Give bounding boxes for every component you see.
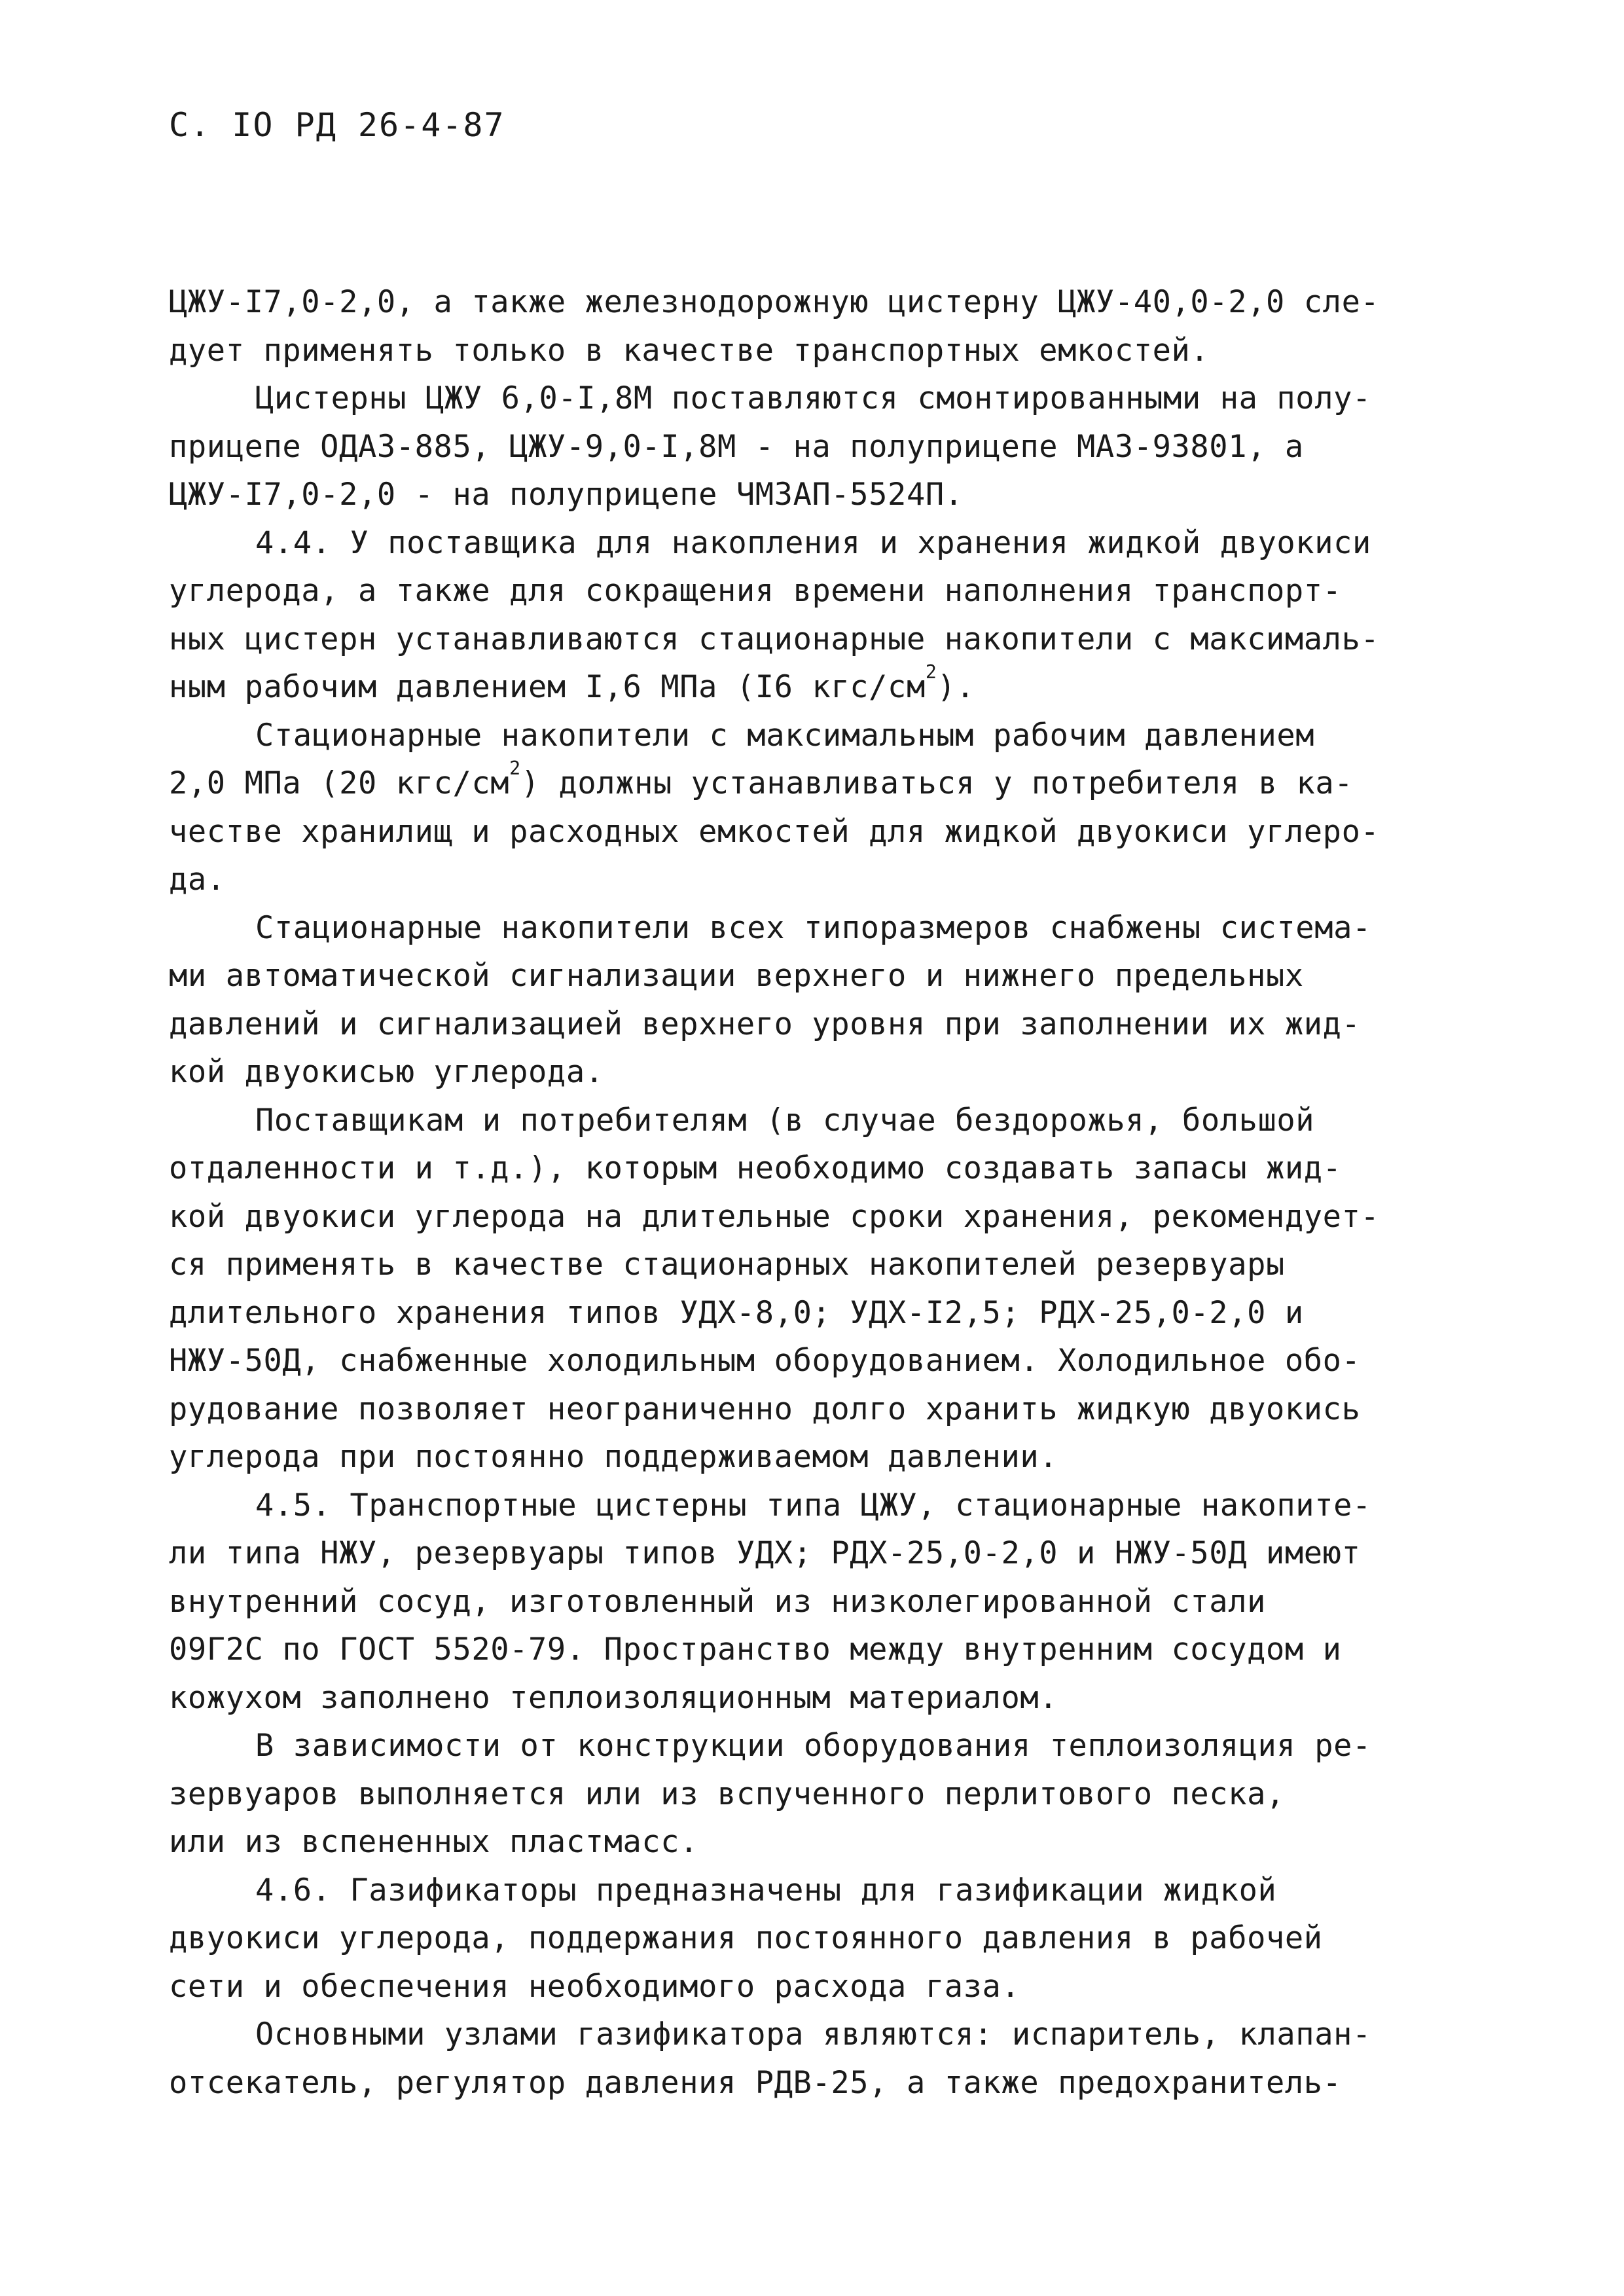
text-line (169, 278, 1504, 327)
text-line-content: 09Г2С по ГОСТ 5520-79. Пространство между внутренним сосудом и (169, 1631, 1342, 1667)
text-line (169, 1337, 1504, 1385)
text-line-content: 2,0 МПа (20 кгс/см (169, 765, 510, 801)
text-line-content: сети и обеспечения необходимого расхода газа. (169, 1968, 1020, 2005)
text-line-content: НЖУ-50Д, снабженные холодильным оборудованием. Холодильное обо- (169, 1343, 1361, 1379)
text-line (169, 1289, 1504, 1338)
text-line (169, 1963, 1504, 2011)
text-line (169, 1770, 1504, 1819)
text-line (169, 423, 1504, 471)
text-line-content: дует применять только в качестве транспортных емкостей. (169, 332, 1210, 369)
text-line (169, 471, 1504, 519)
text-line (169, 808, 1504, 856)
text-line (169, 1048, 1504, 1097)
text-line-content: давлений и сигнализацией верхнего уровня при заполнении их жид- (169, 1006, 1361, 1042)
text-line-content: 4.5. Транспортные цистерны типа ЦЖУ, стационарные накопите- (255, 1487, 1371, 1523)
superscript: 2 (509, 757, 521, 779)
text-line (169, 1626, 1504, 1674)
text-line-content: ных цистерн устанавливаются стационарные накопители с максималь- (169, 621, 1380, 657)
text-line (169, 1529, 1504, 1578)
text-line (169, 2059, 1504, 2107)
text-line (169, 1867, 1504, 1915)
superscript: 2 (925, 661, 937, 683)
text-line (169, 1097, 1504, 1145)
text-line-content: кожухом заполнено теплоизоляционным материалом. (169, 1679, 1058, 1716)
text-line-content: кой двуокисью углерода. (169, 1054, 604, 1090)
text-line (169, 1241, 1504, 1289)
text-line (169, 663, 1504, 712)
text-line (169, 1722, 1504, 1770)
text-line-content: отдаленности и т.д.), которым необходимо создавать запасы жид- (169, 1150, 1342, 1186)
text-line (169, 1914, 1504, 1963)
text-line-continuation: ) должны устанавливаться у потребителя в ка- (520, 765, 1354, 801)
text-line (169, 1000, 1504, 1049)
text-line (169, 1385, 1504, 1434)
text-line-content: ли типа НЖУ, резервуары типов УДХ; РДХ-25,0-2,0 и НЖУ-50Д имеют (169, 1535, 1361, 1571)
text-line-content: ми автоматической сигнализации верхнего и нижнего предельных (169, 958, 1304, 994)
text-line-content: углерода, а также для сокращения времени наполнения транспорт- (169, 573, 1342, 609)
text-line-continuation: ). (937, 669, 975, 705)
text-line (169, 1674, 1504, 1722)
text-line-content: Поставщикам и потребителям (в случае бездорожья, большой (255, 1102, 1315, 1139)
text-line-content: прицепе ОДАЗ-885, ЦЖУ-9,0-I,8М - на полуприцепе МАЗ-93801, а (169, 428, 1304, 465)
text-line (169, 1144, 1504, 1193)
text-line-content: ся применять в качестве стационарных накопителей резервуары (169, 1247, 1285, 1283)
document-body (169, 278, 1504, 2107)
text-line-content: Стационарные накопители всех типоразмеров снабжены системa- (255, 909, 1371, 946)
text-line-content: ным рабочим давлением I,6 МПа (I6 кгс/см (169, 669, 926, 705)
text-line-content: 4.6. Газификаторы предназначены для газификации жидкой (255, 1872, 1277, 1908)
text-line-content: отсекатель, регулятор давления РДВ-25, а также предохранитель- (169, 2064, 1342, 2101)
text-line (169, 1818, 1504, 1867)
text-line (169, 712, 1504, 760)
text-line-content: двуокиси углерода, поддержания постоянного давления в рабочей (169, 1920, 1323, 1956)
text-line (169, 1193, 1504, 1241)
text-line (169, 1482, 1504, 1530)
text-line (169, 374, 1504, 423)
text-line-content: честве хранилищ и расходных емкостей для жидкой двуокиси углеро- (169, 813, 1380, 850)
text-line (169, 567, 1504, 615)
text-line (169, 1433, 1504, 1482)
text-line-content: рудование позволяет неограниченно долго хранить жидкую двуокись (169, 1391, 1361, 1427)
text-line (169, 904, 1504, 953)
text-line-content: В зависимости от конструкции оборудования теплоизоляция ре- (255, 1728, 1371, 1764)
text-line-content: ЦЖУ-I7,0-2,0, а также железнодорожную цистерну ЦЖУ-40,0-2,0 сле- (169, 284, 1380, 320)
page-header: С. IO РД 26-4-87 (169, 106, 505, 144)
text-line (169, 615, 1504, 664)
text-line-content: углерода при постоянно поддерживаемом давлении. (169, 1439, 1058, 1475)
text-line-content: 4.4. У поставщика для накопления и хранения жидкой двуокиси (255, 524, 1371, 561)
text-line-content: внутренний сосуд, изготовленный из низколегированной стали (169, 1583, 1266, 1620)
text-line-content: длительного хранения типов УДХ-8,0; УДХ-I2,5; РДХ-25,0-2,0 и (169, 1294, 1304, 1331)
text-line-content: или из вспененных пластмасс. (169, 1824, 699, 1860)
text-line (169, 856, 1504, 904)
text-line-content: Цистерны ЦЖУ 6,0-I,8М поставляются смонтированными на полу- (255, 380, 1371, 416)
text-line (169, 327, 1504, 375)
text-line (169, 759, 1504, 808)
text-line-content: да. (169, 862, 226, 898)
text-line (169, 519, 1504, 568)
text-line-content: Стационарные накопители с максимальным рабочим давлением (255, 717, 1315, 754)
text-line-content: ЦЖУ-I7,0-2,0 - на полуприцепе ЧМЗАП-5524П. (169, 477, 964, 513)
text-line (169, 2011, 1504, 2059)
text-line-content: кой двуокиси углерода на длительные сроки хранения, рекомендует- (169, 1198, 1380, 1235)
text-line (169, 952, 1504, 1000)
text-line-content: зервуаров выполняется или из вспученного перлитового песка, (169, 1776, 1285, 1812)
text-line (169, 1578, 1504, 1626)
text-line-content: Основными узлами газификатора являются: испаритель, клапан- (255, 2016, 1371, 2052)
